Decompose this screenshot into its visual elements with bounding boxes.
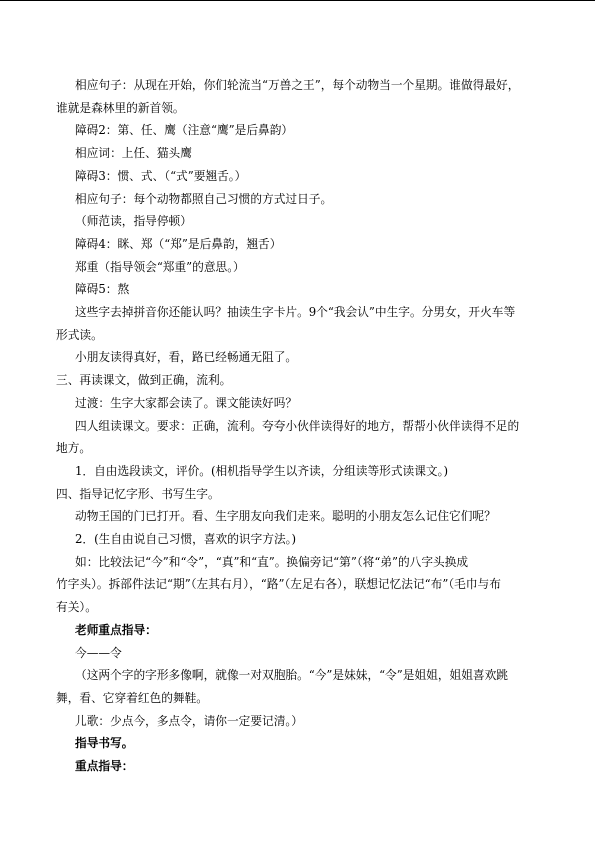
text-line: 障碍3：惯、式、（“式”要翘舌。） — [75, 168, 247, 183]
text-line: 三、再读课文，做到正确，流利。 — [56, 373, 232, 388]
text-line: 谁就是森林里的新首领。 — [56, 100, 185, 115]
text-line: 郑重（指导领会“郑重”的意思。） — [75, 259, 245, 274]
text-line: （师范读，指导停顿） — [75, 214, 192, 229]
text-line: 相应词：上任、猫头鹰 — [75, 146, 192, 161]
text-line: 动物王国的门已打开。看、生字朋友向我们走来。聪明的小朋友怎么记住它们呢？ — [75, 509, 496, 524]
text-line: 四人组读课文。要求：正确，流利。夸夸小伙伴读得好的地方，帮帮小伙伴读得不足的 — [75, 418, 520, 433]
text-line: 1．自由选段读文，评价。(相机指导学生以齐读，分组读等形式读课文。) — [75, 463, 449, 478]
text-line: 舞，看、它穿着红色的舞鞋。 — [56, 690, 208, 705]
text-line: 这些字去掉拼音你还能认吗？抽读生字卡片。9个“我会认”中生字。分男女，开火车等 — [75, 305, 516, 320]
text-line: 障碍4：眯、郑（“郑”是后鼻韵，翘舌） — [75, 236, 282, 251]
text-line: 老师重点指导： — [75, 622, 157, 637]
text-line: 今——令 — [75, 645, 122, 660]
document-body — [56, 74, 546, 778]
text-line: 2．(生自由说自己习惯，喜欢的识字方法。) — [75, 532, 297, 547]
text-line: 指导书写。 — [75, 736, 134, 751]
text-line: 地方。 — [56, 441, 92, 456]
text-line: 竹字头）。拆部件法记“期”（左其右月），“路”（左足右各），联想记忆法记“布”（毛巾与布 — [56, 577, 501, 592]
header-rule — [0, 0, 595, 1]
text-line: 儿歌：少点今，多点令，请你一定要记清。） — [75, 713, 303, 728]
text-line: 相应句子：从现在开始，你们轮流当“万兽之王”，每个动物当一个星期。谁做得最好， — [75, 78, 520, 92]
text-line: 四、指导记忆字形、书写生字。 — [56, 486, 220, 501]
text-line: 障碍2：第、任、鹰（注意“鹰”是后鼻韵） — [75, 123, 294, 138]
text-line: （这两个字的字形多像啊，就像一对双胞胎。“今”是妹妹，“令”是姐姐，姐姐喜欢跳 — [75, 668, 508, 683]
text-line: 过渡：生字大家都会读了。课文能读好吗？ — [75, 395, 298, 410]
text-line: 障碍5：熬 — [75, 282, 130, 297]
text-line: 如：比较法记“今”和“令”，“真”和“直”。换偏旁记“第”（将“弟”的八字头换成 — [75, 554, 469, 569]
text-line: 形式读。 — [56, 327, 103, 342]
text-line: 有关）。 — [56, 600, 97, 615]
text-line: 重点指导： — [75, 759, 134, 774]
text-line: 相应句子：每个动物都照自己习惯的方式过日子。 — [75, 191, 333, 206]
text-line: 小朋友读得真好，看，路已经畅通无阻了。 — [75, 350, 298, 365]
